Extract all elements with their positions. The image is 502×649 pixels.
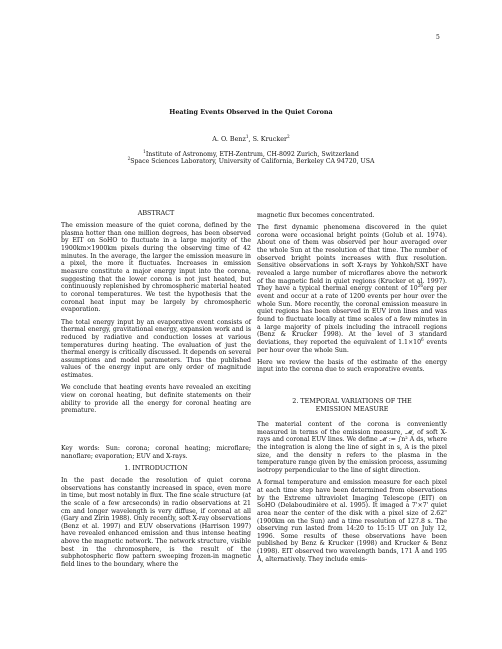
affiliation-2: [0, 155, 502, 165]
bright-points-text-c: events per hour over the whole Sun.: [257, 339, 447, 354]
continuation-paragraph: magnetic flux becomes concentrated.: [257, 212, 375, 219]
affiliation-1: [0, 148, 502, 158]
abstract-paragraph-1: The emission measure of the quiet corona, defined by the plasma hotter than one million degrees, has been observed by EIT on SoHO to fluctuate in a large majority of the 1900km×1900km pixels during the observing time of 42 minutes. In the average, the larger the emission measure in a pixel, the more it fluctuates. Increases in emission measure constitute a major energy input into the corona, suggesting that the lower corona is not just heated, but continuously replenished by chromospheric material heated to coronal temperatures. We test the hypothesis that the coronal heat input may be largely by chromospheric evaporation.: [61, 222, 251, 314]
review-paragraph: Here we review the basis of the estimate of the energy input into the corona due to such evaporative events.: [257, 358, 447, 374]
introduction-paragraph-1: In the past decade the resolution of quiet corona observations has constantly increased in space, even more in time, but most notably in flux. The fine scale structure (at the scale of a few arcseconds) in radio observations at 21 cm and longer wavelength is very diffuse, if coronal at all (Gary and Zirin 1988). Only recently, soft X-ray observations (Benz et al. 1997) and EUV observations (Harrison 1997) have revealed enhanced emission and thus intense heating above the magnetic network. The network structure, visible best in the chromosphere, is the result of the subphotospheric flow pattern sweeping frozen-in magnetic field lines to the boundary, where the: [61, 476, 251, 569]
abstract-paragraph-3: We conclude that heating events have revealed an exciting view on coronal heating, but definite statements on their ability to provide all the energy for coronal heating are premature.: [61, 384, 251, 415]
eit-observation-paragraph: A formal temperature and emission measure for each pixel at each time step have been determined from observations by the Extreme ultraviolet Imaging Telescope (EIT) on SoHO (Delaboudinière et al. 1995). It imaged a 7'×7' quiet area near the center of the disk with a pixel size of 2.62" (1900km on the Sun) and a time resolution of 127.8 s. The observing run lasted from 14:20 to 15:15 UT on July 12, 1996. Some results of these observations have been published by Benz & Krucker (1998) and Krucker & Benz (1998). EIT observed two wavelength bands, 171 Å and 195 Å, alternatively. They include emis-: [257, 479, 447, 563]
affiliation-1-mark: 1: [143, 148, 146, 154]
abstract-paragraph-2: The total energy input by an evaporative event consists of thermal energy, gravitational energy, expansion work and is reduced by radiative and conduction losses at various temperatures during heating. The evaluation of just the thermal energy is critically discussed. It depends on several assumptions and model parameters. Thus the published values of the energy input are only order of magnitude estimates.: [61, 318, 251, 380]
author-benz: A. O. Benz: [212, 135, 246, 143]
affiliation-1-text: Institute of Astronomy, ETH-Zentrum, CH-8092 Zurich, Switzerland: [145, 151, 359, 158]
affiliation-2-mark: 2: [127, 155, 131, 161]
emission-measure-paragraph: The material content of the corona is conveniently measured in terms of the emission measure, 𝓜, of soft X-rays and coronal EUV lines. We define 𝓜 := ∫n² A ds, where the integration is along the line of sight in s, A is the pixel size, and the density n refers to the plasma in the temperature range given by the emission process, assuming isotropy perpendicular to the line of sight direction.: [257, 421, 447, 475]
bright-points-paragraph: [257, 224, 447, 354]
event-rate-exponent: 6: [421, 336, 424, 342]
author-line: [0, 135, 502, 143]
section-2-heading-line-2: EMISSION MEASURE: [315, 404, 389, 413]
page-number: 5: [436, 34, 440, 41]
keywords: Key words: Sun: corona; coronal heating; microflare; nanoflare; evaporation; EUV and X-rays.: [61, 444, 251, 460]
bright-points-text-a: The first dynamic phenomena discovered in the quiet corona were occasional bright points (Golub et al. 1974). About one of them was observed per hour averaged over the whole Sun at the resolution of that time. The number of observed bright points increases with flux resolution. Sensitive observations in soft X-rays by Yohkoh/SXT have revealed a large number of microflares above the network of the magnetic field in quiet regions (Krucker et al. 1997). They have a typical thermal energy content of 10: [257, 224, 447, 293]
author-separator: ,: [248, 135, 253, 143]
abstract-heading: ABSTRACT: [137, 209, 175, 217]
author-benz-affil-mark: 1: [245, 133, 249, 139]
section-2-heading: [257, 398, 447, 413]
energy-exponent: 26: [417, 283, 424, 289]
section-2-heading-line-1: 2. TEMPORAL VARIATIONS OF THE: [292, 397, 412, 406]
left-column: [61, 210, 251, 573]
author-krucker-affil-mark: 2: [287, 133, 290, 139]
introduction-heading: 1. INTRODUCTION: [124, 463, 188, 472]
affiliation-2-text: Space Sciences Laboratory, University of California, Berkeley CA 94720, USA: [130, 158, 375, 165]
bright-points-text-b: erg per event and occur at a rate of 1200 events per hour over the whole Sun. More recently, the coronal emission measure in quiet regions has been observed in EUV iron lines and was found to fluctuate locally at time scales of a few minutes in a large majority of pixels including the intracell regions (Benz & Krucker 1998). At the level of 3 standard deviations, they reported the equivalent of 1.1×10: [257, 285, 447, 346]
author-krucker: S. Krucker: [252, 135, 288, 143]
right-column: [257, 212, 447, 568]
paper-title: Heating Events Observed in the Quiet Corona: [169, 108, 333, 116]
